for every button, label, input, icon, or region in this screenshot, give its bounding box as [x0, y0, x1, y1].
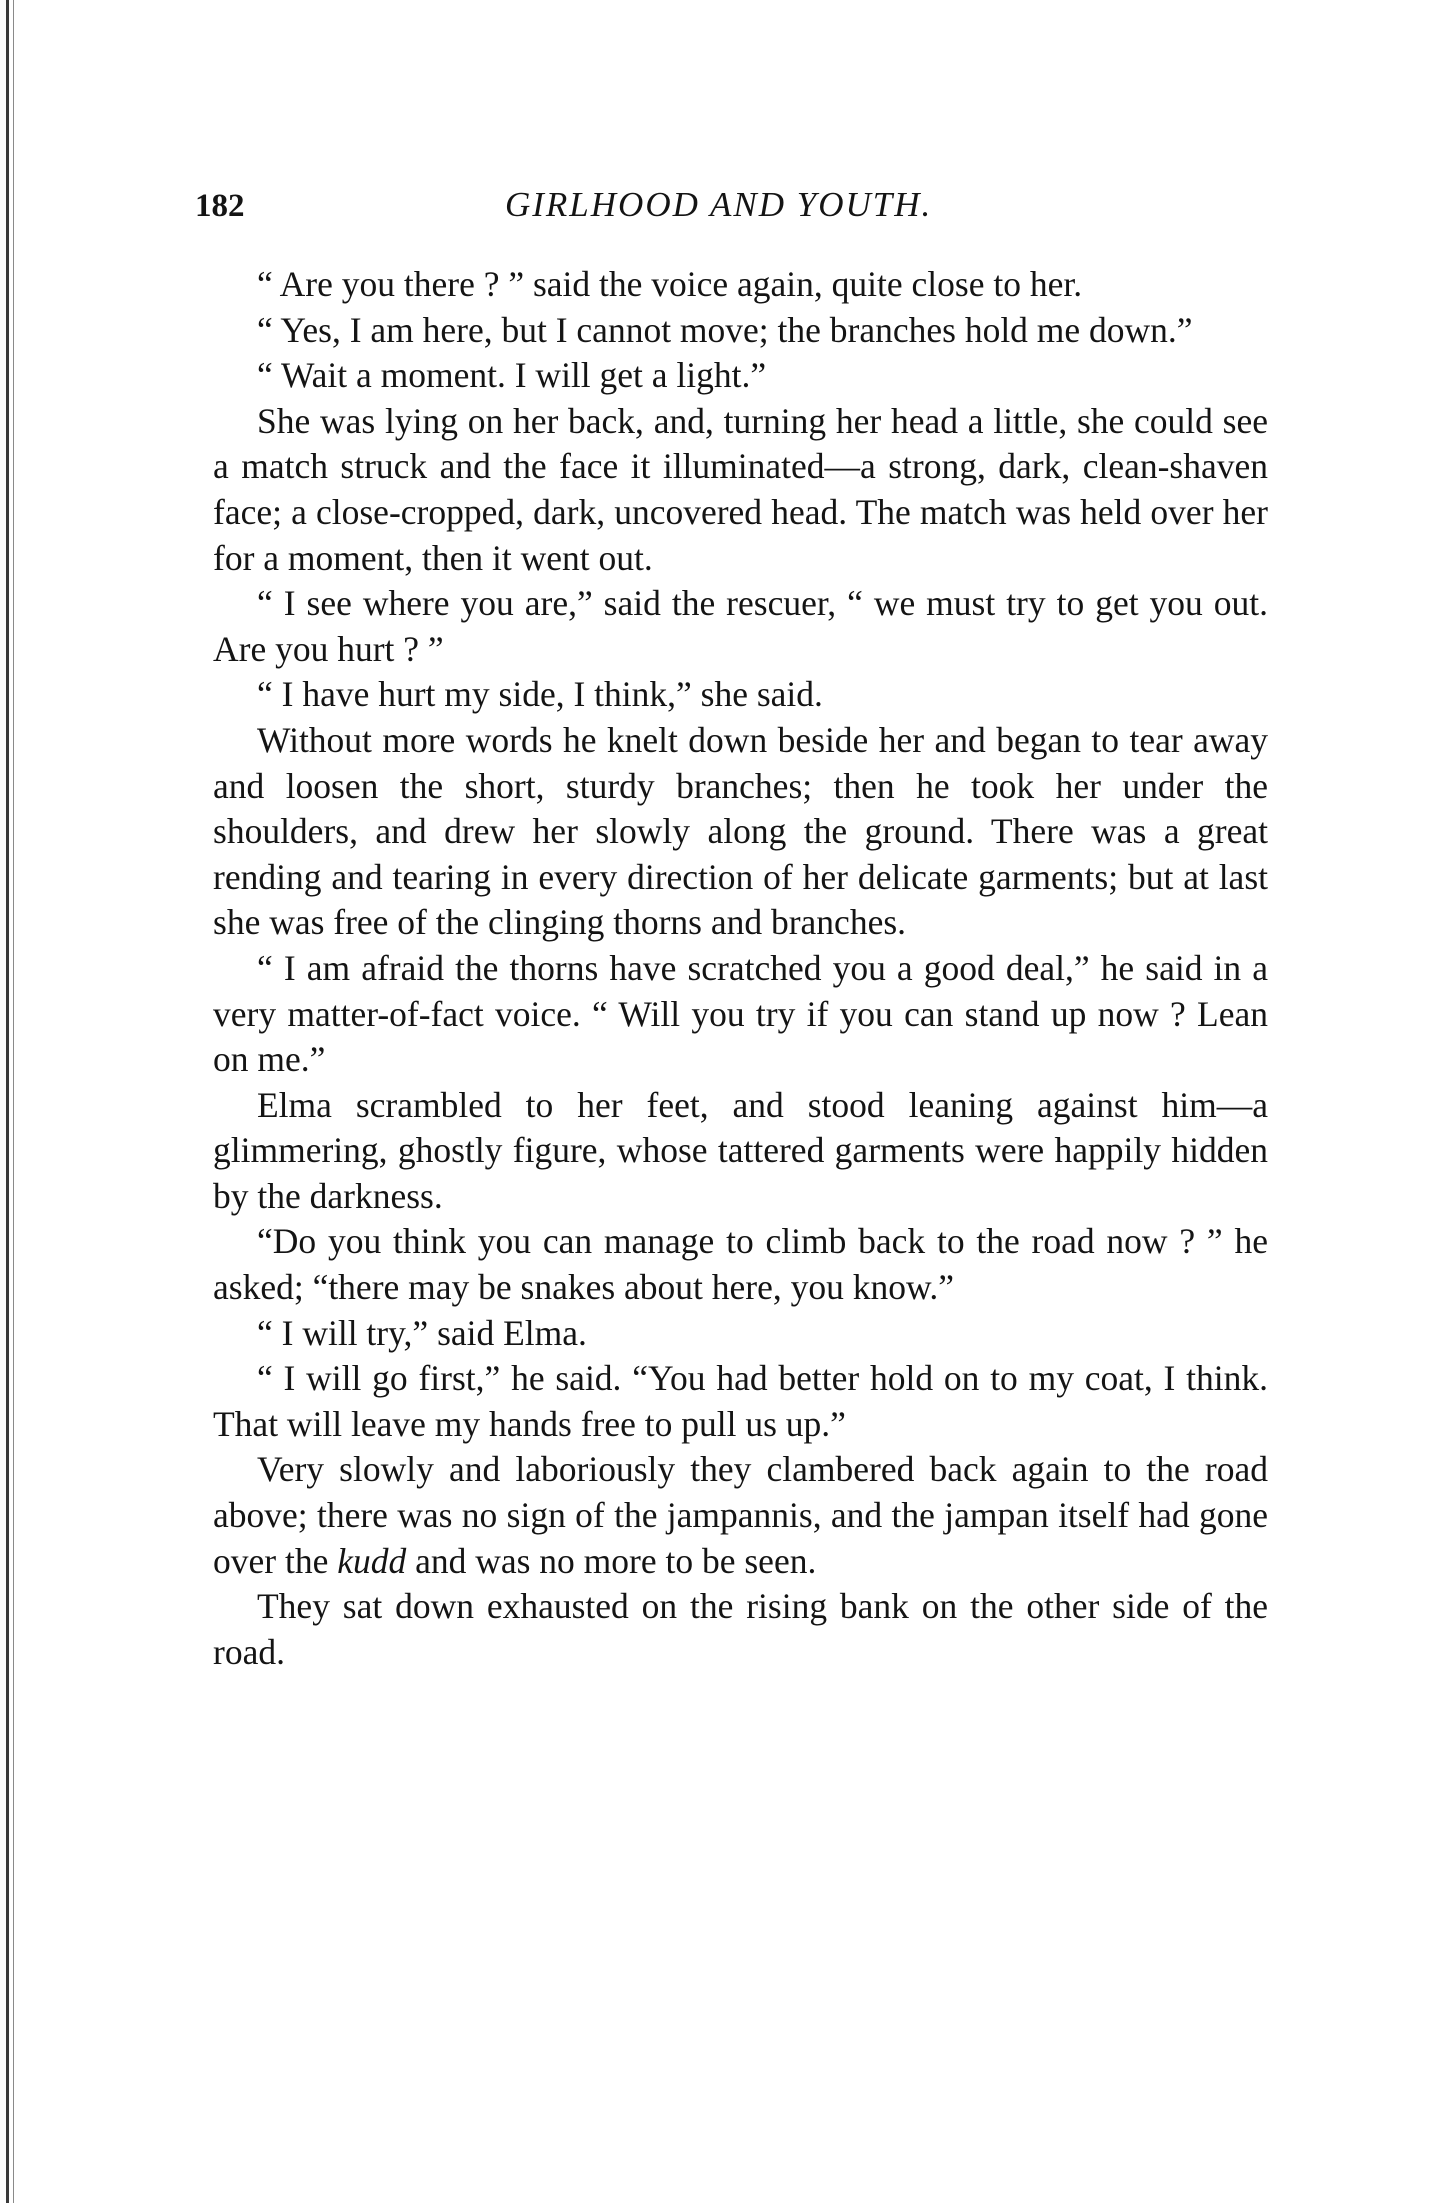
- paragraph: “ I have hurt my side, I think,” she said.: [257, 674, 823, 715]
- paragraph: Without more words he knelt down beside her and began to tear away and loosen the short, sturdy branches; then he took her under the shoulders, and drew her slowly along the ground. There was a great rending and tearing in every direction of her delicate garments; but at last she was free of the clinging thorns and branches.: [213, 719, 1268, 943]
- page-number: 182: [195, 188, 245, 224]
- paragraph-text-after: and was no more to be seen.: [406, 1540, 817, 1581]
- paragraph: Elma scrambled to her feet, and stood leaning against him—a glimmering, ghostly figure, whose tattered garments were happily hidden by the darkness.: [213, 1084, 1268, 1216]
- running-title: GIRLHOOD AND YOUTH.: [505, 185, 933, 224]
- paragraph-text-before: Very slowly and laboriously they clambered back again to the road above; there was no sign of the jampannis, and the jampan itself had gone over the: [213, 1449, 1268, 1581]
- paragraph: “ I am afraid the thorns have scratched you a good deal,” he said in a very matter-of-fact voice. “ Will you try if you can stand up now ? Lean on me.”: [213, 947, 1268, 1080]
- page-header: [195, 180, 1275, 240]
- page-edge-line-inner: [13, 0, 14, 2203]
- paragraph: “ I will go first,” he said. “You had better hold on to my coat, I think. That will leave my hands free to pull us up.”: [213, 1358, 1268, 1444]
- italic-word: kudd: [337, 1540, 407, 1581]
- paragraph: “ I see where you are,” said the rescuer, “ we must try to get you out. Are you hurt ? ”: [213, 583, 1268, 669]
- paragraph: “Do you think you can manage to climb back to the road now ? ” he asked; “there may be snakes about here, you know.”: [213, 1221, 1268, 1308]
- page-edge-line: [6, 0, 9, 2203]
- paragraph-with-italic: [213, 1447, 1268, 1584]
- paragraph: “ Are you there ? ” said the voice again, quite close to her.: [257, 264, 1083, 304]
- paragraph: “ Yes, I am here, but I cannot move; the branches hold me down.”: [257, 309, 1193, 350]
- paragraph: They sat down exhausted on the rising bank on the other side of the road.: [213, 1586, 1268, 1672]
- body-text: [213, 262, 1268, 1675]
- paragraph: She was lying on her back, and, turning her head a little, she could see a match struck and the face it illuminated—a strong, dark, clean-shaven face; a close-cropped, dark, uncovered head. The match was held over her for a moment, then it went out.: [213, 400, 1268, 578]
- paragraph: “ I will try,” said Elma.: [257, 1312, 587, 1353]
- paragraph: “ Wait a moment. I will get a light.”: [257, 355, 767, 396]
